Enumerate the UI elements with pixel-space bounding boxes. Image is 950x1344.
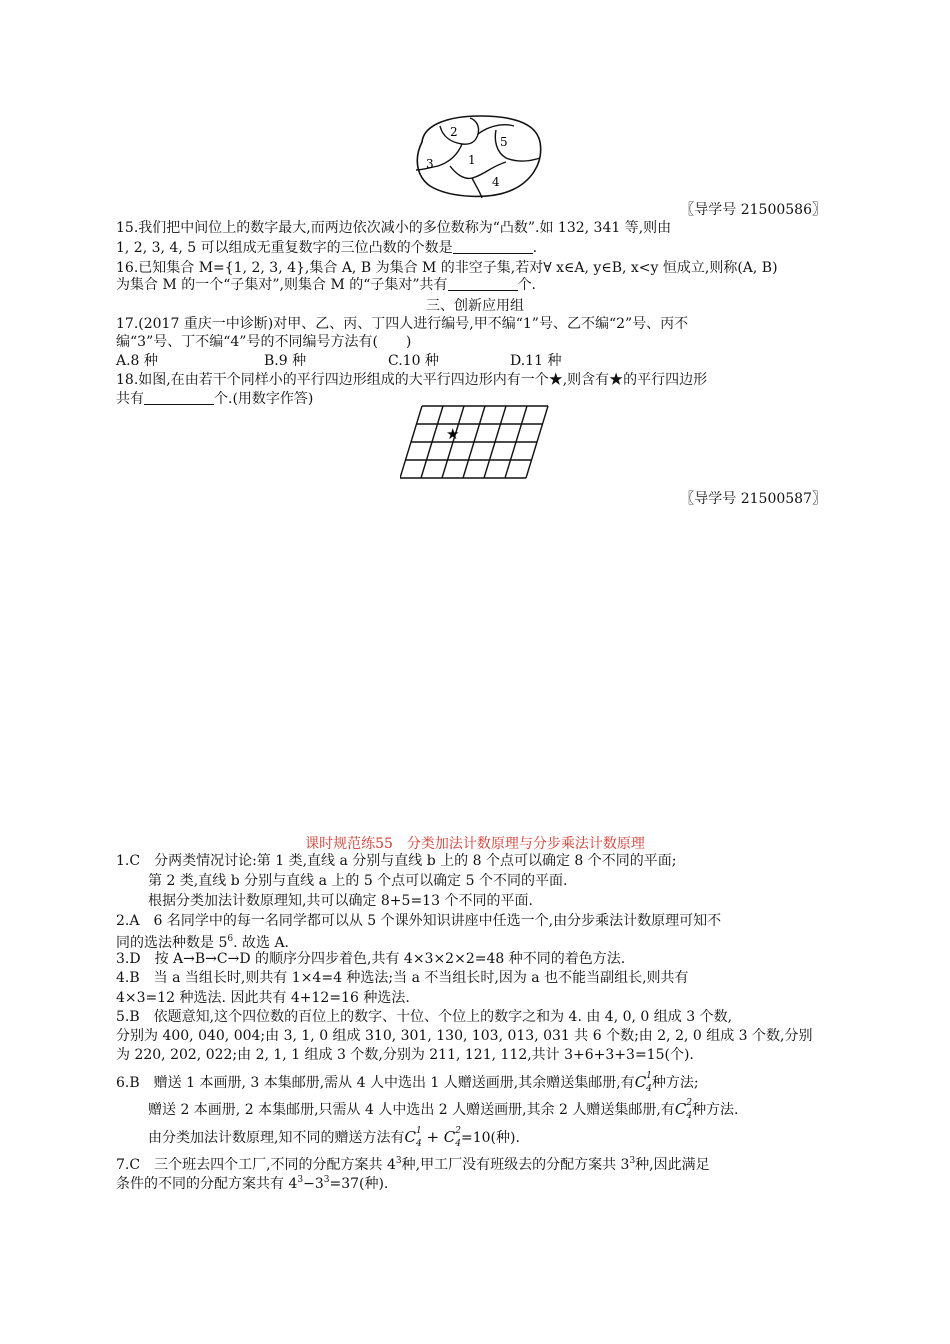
a2-line2: 同的选法种数是 $5^6$. 故选 A. [116,934,290,951]
q17-option-b: B.9 种 [264,353,307,369]
a4-line2: 4×3=12 种选法. 因此共有 4+12=16 种选法. [116,990,410,1006]
q15-line1: 15.我们把中间位上的数字最大,而两边依次减小的多位数称为“凸数”.如 132, 341 等,则由 [116,220,672,236]
a7-line2: 条件的不同的分配方案共有 $4^3-3^3=37$(种). [116,1175,389,1192]
combination-c42: C 2 $_4$ [674,1098,693,1121]
combination-c41: C 1 $_4$ [634,1071,652,1094]
a6-line2: 赠送 2 本画册, 2 本集邮册,只需从 4 人中选出 2 人赠送画册,其余 2 人赠送集邮册,有C 2 $_4$种方法. [148,1098,739,1121]
a5-line2: 分别为 400, 040, 004;由 3, 1, 0 组成 310, 301, 130, 103, 013, 031 共 6 个数;由 2, 2, 0 组成 3 个数,分别 [116,1028,813,1044]
a1-line2: 第 2 类,直线 b 分别与直线 a 上的 5 个点可以确定 5 个不同的平面. [148,873,568,889]
region-4: 4 [492,175,500,189]
guide-number-tag: 〖导学号 21500586〗 [680,202,826,218]
a5-line1: 5.B 依题意知,这个四位数的百位上的数字、十位、个位上的数字之和为 4. 由 4, 0, 0 组成 3 个数, [116,1009,733,1025]
map-figure [410,112,550,198]
q15-line2: 1, 2, 3, 4, 5 可以组成无重复数字的三位凸数的个数是 . [116,240,538,256]
answer-section-title: 课时规范练55 分类加法计数原理与分步乘法计数原理 [305,836,645,852]
q16-line2: 为集合 M 的一个“子集对”,则集合 M 的“子集对”共有 个. [116,277,537,293]
q17-line2: 编“3”号、丁不编“4”号的不同编号方法有( ) [116,334,412,350]
a1-line3: 根据分类加法计数原理知,共可以确定 8+5=13 个不同的平面. [148,893,533,909]
q17-option-d: D.11 种 [510,353,562,369]
a1-line1: 1.C 分两类情况讨论:第 1 类,直线 a 分别与直线 b 上的 8 个点可以确定 8 个不同的平面; [116,853,677,869]
a3-line: 3.D 按 A→B→C→D 的顺序分四步着色,共有 4×3×2×2=48 种不同的着色方法. [116,951,626,967]
region-3: 3 [426,157,434,171]
answer-blank [453,239,533,254]
parallelogram-grid-figure [400,404,552,482]
a6-line3: 由分类加法计数原理,知不同的赠送方法有C 1 $_4$ + C 2 $_4$=10(种). [148,1126,520,1149]
a4-line1: 4.B 当 a 当组长时,则共有 1×4=4 种选法;当 a 不当组长时,因为 a 也不能当副组长,则共有 [116,970,689,986]
region-1: 1 [468,153,476,167]
q15-text: 1, 2, 3, 4, 5 可以组成无重复数字的三位凸数的个数是 [116,240,453,256]
q16-line1: 16.已知集合 M={1, 2, 3, 4},集合 A, B 为集合 M 的非空子集,若对∀ x∈A, y∈B, x<y 恒成立,则称(A, B) [116,260,778,276]
a5-line3: 为 220, 202, 022;由 2, 1, 1 组成 3 个数,分别为 211, 121, 112,共计 3+6+3+3=15(个). [116,1047,694,1063]
combination-sum: C 1 $_4$ + C 2 $_4$ [404,1126,461,1149]
q17-option-c: C.10 种 [388,353,439,369]
region-2: 2 [450,125,458,139]
a6-line1: 6.B 赠送 1 本画册, 3 本集邮册,需从 4 人中选出 1 人赠送画册,其余赠送集邮册,有C 1 $_4$种方法; [116,1071,699,1094]
q17-line1: 17.(2017 重庆一中诊断)对甲、乙、丙、丁四人进行编号,甲不编“1”号、乙不编“2”号、丙不 [116,316,689,332]
region-5: 5 [500,135,508,149]
answer-blank [448,276,518,291]
q18-line1: 18.如图,在由若干个同样小的平行四边形组成的大平行四边形内有一个★,则含有★的平行四边形 [116,372,708,388]
a2-line1: 2.A 6 名同学中的每一名同学都可以从 5 个课外知识讲座中任选一个,由分步乘法计数原理可知不 [116,913,722,929]
q18-line2: 共有 个.(用数字作答) [116,391,314,407]
guide-number-tag-2: 〖导学号 21500587〗 [680,491,826,507]
star-icon: ★ [446,425,460,443]
section-heading: 三、创新应用组 [426,298,524,314]
q17-option-a: A.8 种 [116,353,158,369]
answer-blank [144,390,214,405]
a7-line1: 7.C 三个班去四个工厂,不同的分配方案共 $4^3$种,甲工厂没有班级去的分配方案共 $3^3$种,因此满足 [116,1156,710,1173]
